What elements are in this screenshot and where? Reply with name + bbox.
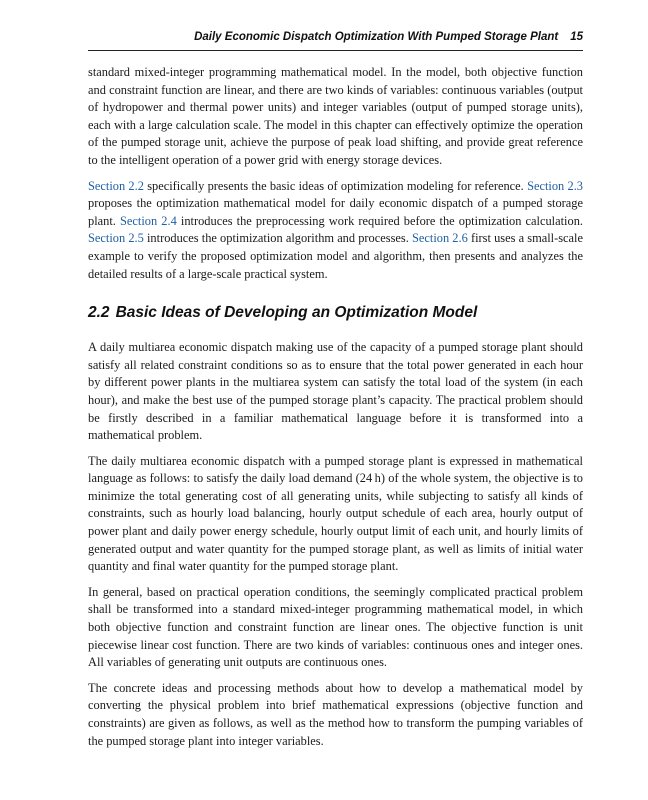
running-title: Daily Economic Dispatch Optimization With Pumped Storage Plant: [194, 31, 559, 43]
running-header: [88, 31, 583, 43]
paragraph-model-transformation: In general, based on practical operation conditions, the seemingly complicated practical problem shall be transformed into a standard mixed-integer programming mathematical model, in which both objective function and constraint function are linear ones. The objective function is unit piecewise linear cost function. There are two kinds of variables: continuous ones and integer ones. All variables of generating unit outputs are continuous ones.: [88, 584, 583, 670]
overview-text-2: proposes the optimization mathematical model for daily economic dispatch of a pumped storage plant.: [88, 196, 583, 228]
paragraph-problem-description: A daily multiarea economic dispatch making use of the capacity of a pumped storage plant should satisfy all related constraint conditions so as to ensure that the total power generated in each hour by different power plants in the multiarea system can satisfy the total load of the system (in each hour), and make the best use of the pumped storage plant’s capacity. The practical problem should be firstly described in a familiar mathematical language before it is transformed into a mathematical problem.: [88, 340, 583, 443]
section-link-2-3[interactable]: Section 2.3: [527, 178, 583, 193]
section-link-2-6[interactable]: Section 2.6: [411, 231, 468, 246]
page-number: 15: [570, 31, 583, 43]
overview-text-4: introduces the optimization algorithm and processes.: [143, 231, 412, 246]
section-link-2-2[interactable]: Section 2.2: [88, 178, 144, 193]
section-link-2-4[interactable]: Section 2.4: [120, 213, 177, 228]
paragraph-intro-continued: standard mixed-integer programming mathematical model. In the model, both objective function and constraint function are linear, and there are two kinds of variables: continuous variables (output of hydropower and thermal power units) and integer variables (output of pumped storage units), each with a large calculation scale. The model in this chapter can effectively optimize the operation of the pumped storage unit, achieve the purpose of peak load shifting, and provide great reference to the intelligent operation of a power grid with energy storage devices.: [88, 65, 583, 167]
section-number: 2.2: [88, 304, 110, 322]
overview-text-3: introduces the preprocessing work required before the optimization calculation.: [176, 213, 583, 228]
paragraph-mathematical-expression: The daily multiarea economic dispatch with a pumped storage plant is expressed in mathematical language as follows: to satisfy the daily load demand (24 h) of the whole system, the objective is to minimize the total generating cost of all generating units, while subjecting to satisfy all kinds of constraints, such as hourly load balancing, hourly output schedule of each area, hourly output of power plant and daily power energy schedule, hourly output limit of each unit, and hourly limits of generated output and water quantity for the pumped storage plant, as well as limits of initial water quantity and final water quantity for the pumped storage plant.: [88, 453, 583, 574]
section-heading: [88, 303, 583, 323]
overview-text-1: specifically presents the basic ideas of optimization modeling for reference.: [143, 178, 528, 193]
paragraph-concrete-ideas: The concrete ideas and processing methods about how to develop a mathematical model by converting the physical problem into brief mathematical expressions (objective function and constraints) are given as follows, as well as the method how to transform the pumping variables of the pumped storage plant into integer variables.: [88, 680, 583, 748]
overview-text-5: first uses a small-scale example to verify the proposed optimization model and algorithm, then presents and analyzes the detailed results of a large-scale practical system.: [88, 231, 583, 281]
section-link-2-5[interactable]: Section 2.5: [88, 231, 144, 246]
page-body: [88, 64, 583, 758]
header-rule: [88, 50, 583, 51]
section-title: Basic Ideas of Developing an Optimization Model: [115, 304, 478, 322]
paragraph-section-overview: [88, 178, 583, 284]
